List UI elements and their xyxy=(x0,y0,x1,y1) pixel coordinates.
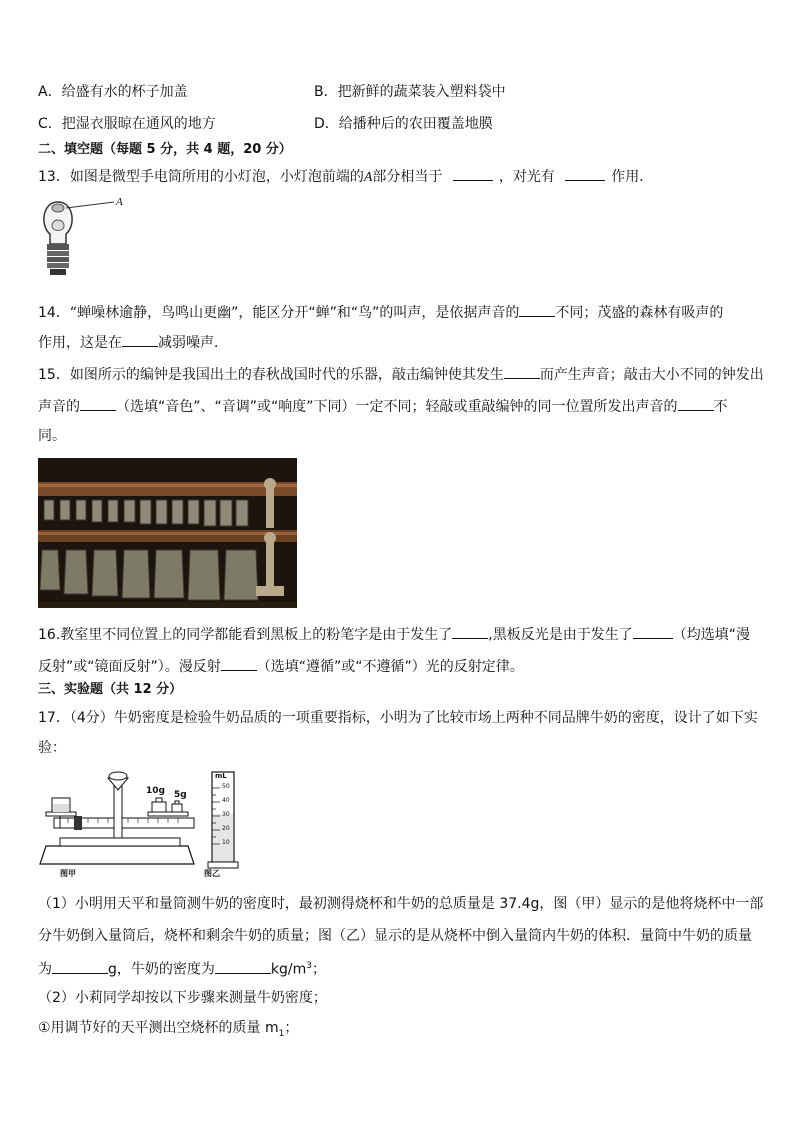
question-15-line-2 xyxy=(38,396,728,417)
q16-blank-1[interactable] xyxy=(452,624,488,639)
question-16-line-1 xyxy=(38,624,750,645)
q17-step1-text: ①用调节好的天平测出空烧杯的质量 m xyxy=(38,1020,279,1036)
cylinder-tick-40: 40 xyxy=(222,797,230,804)
bulb-label-a: A xyxy=(116,196,123,208)
cylinder-unit-label: mL xyxy=(215,772,227,780)
question-17-line-1: 17．（4分）牛奶密度是检验牛奶品质的一项重要指标，小明为了比较市场上两种不同品牌牛奶的密度，设计了如下实 xyxy=(38,710,758,726)
q13-text-4: 作用． xyxy=(611,169,654,185)
q14-blank-2[interactable] xyxy=(122,332,158,347)
cylinder-tick-30: 30 xyxy=(222,811,230,818)
q14-blank-1[interactable] xyxy=(519,302,555,317)
figure-jia-label: 图甲 xyxy=(60,869,76,878)
q16-text-3: （均选填“漫 xyxy=(672,627,750,643)
q13-a-label: A xyxy=(363,170,373,185)
q16-text-5: （选填“遵循”或“不遵循”）光的反射定律。 xyxy=(256,659,524,675)
q14-text-1: 14．“蝉噪林逾静，鸟鸣山更幽”，能区分开“蝉”和“鸟”的叫声，是依据声音的 xyxy=(38,305,520,321)
q13-text-3: ，对光有 xyxy=(498,169,555,185)
q17-step1-end: ； xyxy=(284,1020,299,1036)
q16-text-4: 反射”或“镜面反射”）。漫反射 xyxy=(38,659,221,675)
weight-10g-label: 10g xyxy=(146,786,165,796)
q17-unit-sup: 3 xyxy=(306,961,312,971)
option-d: D．给播种后的农田覆盖地膜 xyxy=(314,116,493,132)
question-17-line-2: 验： xyxy=(38,740,66,756)
q15-blank-1[interactable] xyxy=(504,364,540,379)
light-bulb-icon xyxy=(38,196,128,290)
question-13 xyxy=(38,166,653,188)
cylinder-tick-20: 20 xyxy=(222,825,230,832)
q17-sub1-line-3 xyxy=(38,956,326,980)
question-14-line-2 xyxy=(38,332,228,353)
q17-blank-density[interactable] xyxy=(215,959,271,974)
q14-text-3: 作用，这是在 xyxy=(38,335,122,351)
question-16-line-2 xyxy=(38,656,524,677)
q17-text-2: g，牛奶的密度为 xyxy=(108,961,215,978)
q16-blank-2[interactable] xyxy=(633,624,673,639)
question-14-line-1 xyxy=(38,302,723,323)
q17-text-4: ； xyxy=(311,961,326,978)
q15-blank-2[interactable] xyxy=(80,396,116,411)
q14-text-4: 减弱噪声． xyxy=(158,335,228,351)
q15-text-2: 而产生声音；敲击大小不同的钟发出 xyxy=(539,367,764,383)
q13-text-2: 部分相当于 xyxy=(372,169,443,185)
option-c: C．把湿衣服晾在通风的地方 xyxy=(38,116,216,132)
q13-blank-1[interactable] xyxy=(453,166,493,181)
weight-5g-label: 5g xyxy=(174,790,187,800)
q16-text-1: 16.教室里不同位置上的同学都能看到黑板上的粉笔字是由于发生了 xyxy=(38,627,453,643)
chime-bells-photo xyxy=(38,458,297,608)
chime-bells-image xyxy=(38,458,297,608)
q15-blank-3[interactable] xyxy=(678,396,714,411)
section-heading-fill-blank: 二、填空题（每题 5 分，共 4 题，20 分） xyxy=(38,142,292,157)
section-heading-experiment: 三、实验题（共 12 分） xyxy=(38,682,183,697)
light-bulb-figure xyxy=(38,196,128,290)
question-15-line-1 xyxy=(38,364,764,385)
q17-text-1: 为 xyxy=(38,961,52,978)
q17-text-3: kg/m xyxy=(270,961,307,978)
q15-text-4: （选填“音色”、“音调”或“响度”下同）一定不同；轻敲或重敲编钟的同一位置所发出声音的 xyxy=(116,399,678,415)
q16-blank-3[interactable] xyxy=(221,656,257,671)
q17-blank-mass[interactable] xyxy=(52,959,108,974)
q13-blank-2[interactable] xyxy=(565,166,605,181)
q17-step1 xyxy=(38,1018,298,1044)
q16-text-2: ,黑板反光是由于发生了 xyxy=(488,627,633,643)
balance-cylinder-image xyxy=(38,768,242,880)
question-15-line-3: 同。 xyxy=(38,428,66,444)
balance-cylinder-figure xyxy=(38,768,242,880)
q14-text-2: 不同；茂盛的森林有吸声的 xyxy=(555,305,724,321)
q17-step1-sub: 1 xyxy=(278,1028,285,1039)
option-b: B．把新鲜的蔬菜装入塑料袋中 xyxy=(314,84,506,100)
q15-text-3: 声音的 xyxy=(38,399,80,415)
cylinder-tick-50: 50 xyxy=(222,783,230,790)
q15-text-5: 不 xyxy=(713,399,728,415)
q17-sub1-line-1: （1）小明用天平和量筒测牛奶的密度时，最初测得烧杯和牛奶的总质量是 37.4g，图（甲）显示的是他将烧杯中一部 xyxy=(38,896,764,912)
q17-sub1-line-2: 分牛奶倒入量筒后，烧杯和剩余牛奶的质量；图（乙）显示的是从烧杯中倒入量筒内牛奶的体积．量筒中牛奶的质量 xyxy=(38,928,752,944)
cylinder-tick-10: 10 xyxy=(222,839,230,846)
q13-text-1: 13．如图是微型手电筒所用的小灯泡，小灯泡前端的 xyxy=(38,169,364,185)
q17-sub2: （2）小莉同学却按以下步骤来测量牛奶密度； xyxy=(38,990,327,1006)
q15-text-1: 15．如图所示的编钟是我国出土的春秋战国时代的乐器，敲击编钟使其发生 xyxy=(38,367,504,383)
option-a: A．给盛有水的杯子加盖 xyxy=(38,84,188,100)
figure-yi-label: 图乙 xyxy=(204,869,220,878)
